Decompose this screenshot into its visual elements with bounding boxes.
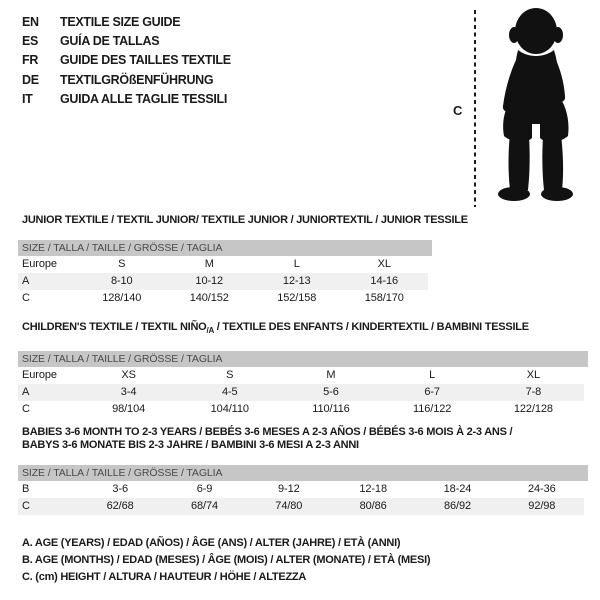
junior-size-table [18,256,428,307]
table-cell: 68/74 [162,498,246,515]
table-cell: L [293,258,300,270]
language-row [22,32,231,51]
language-label: TEXTILGRÖßENFÜHRUNG [60,72,214,87]
table-cell: 8-10 [78,273,166,290]
table-row [18,498,584,515]
table-row [18,481,584,498]
table-cell: XS [121,369,136,382]
language-label: TEXTILE SIZE GUIDE [60,15,181,29]
table-cell: XL [526,369,540,382]
language-label: GUIDE DES TAILLES TEXTILE [60,53,231,68]
table-row [18,384,584,401]
babies-textile-section [18,426,588,515]
row-label-cell: A [18,384,78,401]
babies-size-table [18,481,584,515]
language-label: GUIDA ALLE TAGLIE TESSILI [60,91,228,106]
table-cell: 104/110 [210,403,249,416]
table-cell: S [118,258,126,270]
children-title-suffix: / TEXTILE DES ENFANTS / KINDERTEXTIL / BAMBINI TESSILE [213,321,529,333]
table-cell: 12-13 [253,273,341,290]
row-label-cell: C [22,292,30,304]
babies-section-title-line2: BABYS 3-6 MONATE BIS 2-3 JAHRE / BAMBINI 3-6 MESI A 2-3 ANNI [22,439,359,451]
children-title-prefix: CHILDREN'S TEXTILE / TEXTIL NIÑO [22,321,207,333]
table-cell: 5-6 [280,384,381,401]
row-label-cell: C [18,498,78,515]
legend-line-a: A. AGE (YEARS) / EDAD (AÑOS) / ÂGE (ANS) / ALTER (JAHRE) / ETÀ (ANNI) [22,537,401,549]
table-cell: 3-6 [112,483,128,495]
junior-section-title: JUNIOR TEXTILE / TEXTIL JUNIOR/ TEXTILE JUNIOR / JUNIORTEXTIL / JUNIOR TESSILE [22,214,468,226]
children-size-table [18,367,584,418]
baby-silhouette-icon [482,6,586,206]
table-cell: 12-18 [359,483,387,495]
language-code: ES [22,34,39,49]
junior-textile-section [18,214,468,307]
table-cell: 18-24 [443,483,472,495]
language-code: FR [22,53,39,68]
children-size-header-bar: SIZE / TALLA / TAILLE / GRÖSSE / TAGLIA [18,351,588,367]
table-cell: S [226,369,234,382]
junior-size-header-bar: SIZE / TALLA / TAILLE / GRÖSSE / TAGLIA [18,240,432,256]
table-cell: XL [377,258,391,270]
babies-section-title-line1: BABIES 3-6 MONTH TO 2-3 YEARS / BEBÉS 3-6 MESES A 2-3 AÑOS / BÉBÉS 3-6 MOIS À 2-3 ANS / [22,426,513,438]
table-cell: 24-36 [528,483,556,495]
table-cell: 116/122 [413,403,452,416]
table-cell: 110/116 [312,403,350,416]
table-cell: 128/140 [102,292,142,304]
table-cell: 3-4 [78,384,179,401]
row-label-cell: B [22,483,30,495]
language-label: GUÍA DE TALLAS [60,34,160,49]
row-label-cell: A [18,273,78,290]
legend-line-b: B. AGE (MONTHS) / EDAD (MESES) / ÂGE (MOIS) / ALTER (MONATE) / ETÀ (MESI) [22,554,431,567]
language-row [22,71,231,90]
table-row [18,367,584,384]
table-cell: 14-16 [341,273,429,290]
table-cell: 122/128 [513,403,553,416]
table-cell: 62/68 [78,498,162,515]
table-cell: 4-5 [179,384,280,401]
table-row [18,273,428,290]
table-cell: 9-12 [278,483,300,495]
table-cell: L [429,369,436,382]
table-cell: 7-8 [483,384,584,401]
table-cell: M [204,258,214,270]
row-label-cell: Europe [22,258,57,270]
row-label-cell: C [22,403,30,416]
table-cell: 152/158 [277,292,317,304]
table-cell: 10-12 [166,273,254,290]
children-title-subscript: /A [206,326,214,336]
table-cell: 74/80 [247,498,331,515]
language-row [22,51,231,70]
table-cell: 86/92 [415,498,499,515]
language-row [22,90,231,109]
table-cell: 98/104 [112,403,146,416]
language-list [22,13,231,109]
table-cell: 6-7 [382,384,483,401]
language-code: IT [22,91,33,106]
table-row [18,290,428,307]
table-cell: 80/86 [331,498,415,515]
table-cell: 6-9 [196,483,213,495]
babies-size-header-bar: SIZE / TALLA / TAILLE / GRÖSSE / TAGLIA [18,465,588,481]
row-label-cell: Europe [22,369,57,382]
language-code: DE [22,72,39,87]
language-row [22,13,231,32]
table-row [18,401,584,418]
table-cell: 140/152 [189,292,229,304]
measurement-legend [22,535,430,587]
legend-line-c: C. (cm) HEIGHT / ALTURA / HAUTEUR / HÖHE / ALTEZZA [22,571,307,584]
table-cell: 158/170 [364,292,404,304]
language-code: EN [22,15,39,29]
height-dashed-line [474,10,476,207]
table-cell: 92/98 [500,498,584,515]
table-row [18,256,428,273]
height-measure-label: C [453,103,463,118]
children-section-title [18,321,588,337]
table-cell: M [326,369,336,382]
children-textile-section [18,321,588,418]
